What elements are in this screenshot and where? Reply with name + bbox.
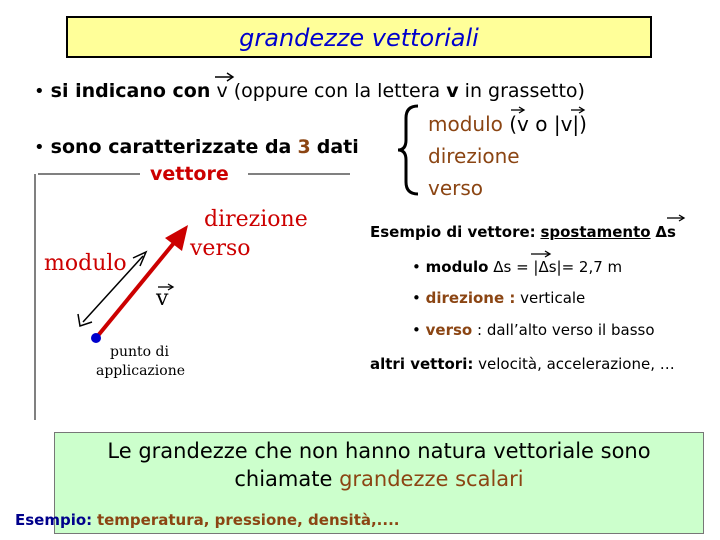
diagram-direzione: direzione [204,207,308,232]
point-label-1: punto di [110,344,169,360]
example-item-verso: • verso : dall’alto verso il basso [412,321,655,339]
bullet-1-bold: si indicano con [50,80,211,102]
bullet-1-text-a: (oppure con la lettera [233,80,441,102]
bullet-dot: • [34,137,45,158]
bullet-dot: • [34,81,45,102]
scalar-line-2: chiamate grandezze scalari [234,467,524,491]
vector-arrow-icon [570,106,586,114]
vector-arrow-icon [510,106,526,114]
brace-icon [396,104,424,196]
bullet-2-number: 3 [297,136,311,158]
application-point [91,333,101,343]
brace-item-direzione: direzione [428,144,520,168]
scalar-example: Esempio: temperatura, pressione, densità,.... [15,511,400,529]
vector-symbol: v [216,80,227,102]
vector-arrow-icon [530,250,552,258]
diagram-modulo: modulo [44,251,127,276]
example-item-direzione: • direzione : verticale [412,289,586,307]
point-label-2: applicazione [96,363,185,379]
scalar-box [15,432,704,534]
brace-item-verso: verso [428,176,484,200]
example-heading: Esempio di vettore: spostamento Δs [370,223,676,241]
brace-item-modulo: modulo (v o |v|) [428,112,587,136]
diagram-verso: verso [190,236,251,261]
diagram-heading: vettore [150,163,229,185]
bullet-2-bold: sono caratterizzate da [50,136,292,158]
example-others: altri vettori: velocità, accelerazione, … [370,355,675,373]
scalar-line-1: Le grandezze che non hanno natura vettoriale sono [107,439,651,463]
bullet-1-text-b: in grassetto) [464,80,585,102]
diagram-vector-symbol: v [156,286,169,311]
bullet-1-letter: v [446,80,459,102]
bullet-2-word: dati [316,136,359,158]
page-title: grandezze vettoriali [239,24,479,52]
vector-arrow-icon [666,214,686,222]
vector-diagram [0,0,380,420]
example-item-modulo: • modulo Δs = |Δs|= 2,7 m [412,258,623,276]
